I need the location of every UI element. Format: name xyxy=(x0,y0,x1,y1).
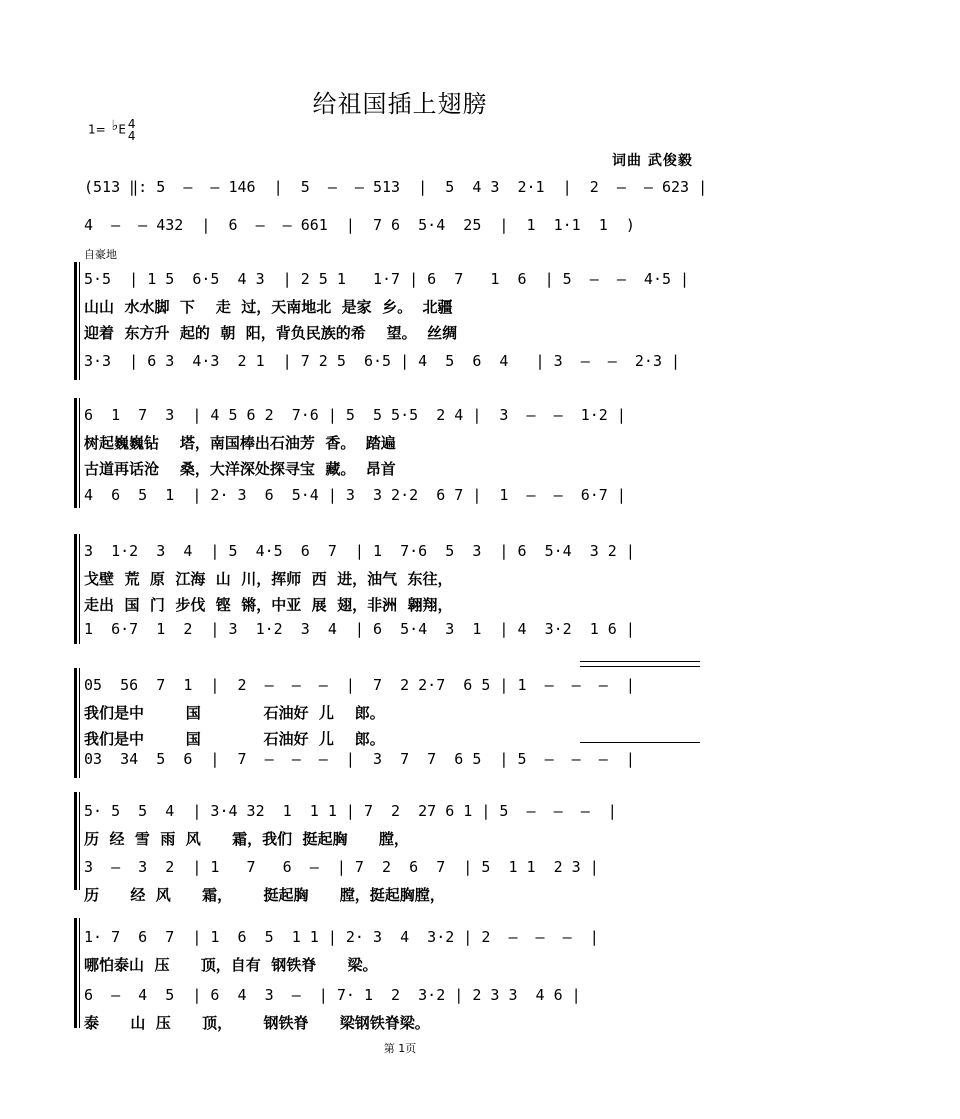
system-1-lyric-2: 迎着 东方升 起的 朝 阳，背负民族的希 望。 丝绸 xyxy=(84,324,458,342)
time-num: 4 xyxy=(127,117,136,131)
system-barline xyxy=(79,668,80,778)
system-brace xyxy=(74,918,77,1028)
system-6-harmony: 6 – 4 5 | 6 4 3 – | 7· 1 2 3·2 | 2 3 3 4 6 | xyxy=(84,986,581,1004)
page-number: 第 1页 xyxy=(383,1042,417,1055)
crescendo-line xyxy=(580,666,700,667)
time-den: 4 xyxy=(127,129,136,143)
system-brace xyxy=(74,262,77,380)
system-4-lyric-1: 我们是中 国 石油好 儿 郎。 xyxy=(84,704,385,722)
system-6-melody: 1· 7 6 7 | 1 6 5 1 1 | 2· 3 4 3·2 | 2 – – – | xyxy=(84,928,599,946)
system-2-harmony: 4 6 5 1 | 2· 3 6 5·4 | 3 3 2·2 6 7 | 1 – – 6·7 | xyxy=(84,486,626,504)
system-brace xyxy=(74,792,77,890)
page-title: 给祖国插上翅膀 xyxy=(312,90,488,118)
system-barline xyxy=(79,792,80,890)
intro-line-1: (513 ‖: 5 – – 146 | 5 – – 513 | 5 4 3 2·1 | 2 – – 623 | xyxy=(84,178,708,196)
author-credit: 词曲 武俊毅 xyxy=(612,153,693,169)
system-6-lyric-2: 泰 山 压 顶， 钢铁脊 梁钢铁脊梁。 xyxy=(84,1014,430,1032)
key-note: E xyxy=(118,122,126,137)
system-brace xyxy=(74,668,77,778)
system-4-harmony: 03 34 5 6 | 7 – – – | 3 7 7 6 5 | 5 – – – | xyxy=(84,750,635,768)
key-prefix: 1= xyxy=(88,122,106,137)
crescendo-line xyxy=(580,661,700,662)
system-barline xyxy=(79,398,80,508)
system-brace xyxy=(74,398,77,508)
system-3-melody: 3 1·2 3 4 | 5 4·5 6 7 | 1 7·6 5 3 | 6 5·4 3 2 | xyxy=(84,542,635,560)
system-1-melody: 5·5 | 1 5 6·5 4 3 | 2 5 1 1·7 | 6 7 1 6 | 5 – – 4·5 | xyxy=(84,270,690,288)
system-brace xyxy=(74,534,77,644)
system-6-lyric-1: 哪怕泰山 压 顶，自有 钢铁脊 梁。 xyxy=(84,956,378,974)
system-2-melody: 6 1 7 3 | 4 5 6 2 7·6 | 5 5 5·5 2 4 | 3 – – 1·2 | xyxy=(84,406,626,424)
system-2-lyric-1: 树起巍巍钻 塔，南国棒出石油芳 香。 踏遍 xyxy=(84,434,396,452)
key-signature xyxy=(88,118,136,142)
system-barline xyxy=(79,534,80,644)
system-4-lyric-2: 我们是中 国 石油好 儿 郎。 xyxy=(84,730,385,748)
system-4-melody: 05 56 7 1 | 2 – – – | 7 2 2·7 6 5 | 1 – – – | xyxy=(84,676,635,694)
time-signature xyxy=(128,118,136,142)
system-barline xyxy=(79,918,80,1028)
system-2-lyric-2: 古道再话沧 桑，大洋深处探寻宝 藏。 昂首 xyxy=(84,460,396,478)
intro-line-2: 4 – – 432 | 6 – – 661 | 7 6 5·4 25 | 1 1·1 1 ) xyxy=(84,216,635,234)
system-5-harmony: 3 – 3 2 | 1 7 6 – | 7 2 6 7 | 5 1 1 2 3 | xyxy=(84,858,599,876)
system-3-harmony: 1 6·7 1 2 | 3 1·2 3 4 | 6 5·4 3 1 | 4 3·2 1 6 | xyxy=(84,620,635,638)
system-1-lyric-1: 山山 水水脚 下 走 过，天南地北 是家 乡。 北疆 xyxy=(84,298,453,316)
system-barline xyxy=(79,262,80,380)
tempo-marking: 自豪地 xyxy=(84,248,117,261)
flat-icon: ♭ xyxy=(111,117,119,134)
system-3-lyric-1: 戈壁 荒 原 江海 山 川，挥师 西 进，油气 东往， xyxy=(84,570,453,588)
system-5-lyric-2: 历 经 风 霜， 挺起胸 膛，挺起胸膛， xyxy=(84,886,445,904)
decrescendo-line xyxy=(580,742,700,743)
system-3-lyric-2: 走出 国 门 步伐 铿 锵，中亚 展 翅，非洲 翱翔， xyxy=(84,596,453,614)
system-5-melody: 5· 5 5 4 | 3·4 32 1 1 1 | 7 2 27 6 1 | 5 – – – | xyxy=(84,802,617,820)
system-1-harmony: 3·3 | 6 3 4·3 2 1 | 7 2 5 6·5 | 4 5 6 4 | 3 – – 2·3 | xyxy=(84,352,681,370)
system-5-lyric-1: 历 经 雪 雨 风 霜，我们 挺起胸 膛， xyxy=(84,830,409,848)
